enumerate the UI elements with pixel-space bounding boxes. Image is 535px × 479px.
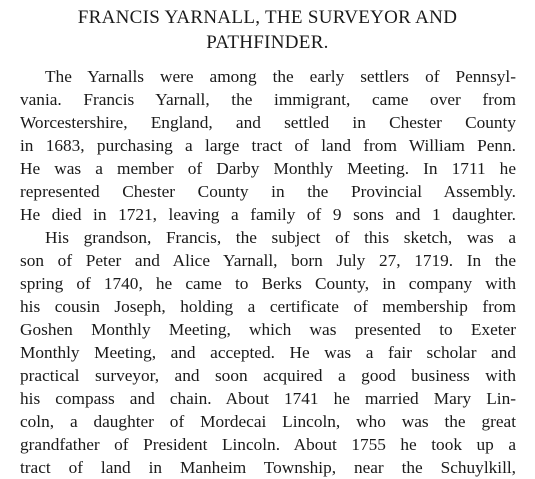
text-line: The Yarnalls were among the early settlers of Pennsyl- <box>45 67 516 86</box>
text-line: Monthly Meeting, and accepted. He was a fair scholar and <box>20 343 516 362</box>
chapter-title-line-1: FRANCIS YARNALL, THE SURVEYOR AND <box>77 7 458 28</box>
text-line: grandfather of President Lincoln. About 1755 he took up a <box>20 435 516 454</box>
text-line: Goshen Monthly Meeting, which was presented to Exeter <box>20 320 516 339</box>
text-line: in 1683, purchasing a large tract of land from William Penn. <box>20 136 516 155</box>
text-line: tract of land in Manheim Township, near the Schuylkill, <box>20 458 516 477</box>
text-line: spring of 1740, he came to Berks County, in company with <box>20 274 516 293</box>
text-line: He was a member of Darby Monthly Meeting. In 1711 he <box>20 159 516 178</box>
text-line: represented Chester County in the Provincial Assembly. <box>20 182 516 201</box>
text-line: vania. Francis Yarnall, the immigrant, came over from <box>20 90 516 109</box>
chapter-title-line-2: PATHFINDER. <box>206 32 329 53</box>
text-line: His grandson, Francis, the subject of this sketch, was a <box>45 228 516 247</box>
text-line: practical surveyor, and soon acquired a good business with <box>20 366 516 385</box>
text-line: He died in 1721, leaving a family of 9 sons and 1 daughter. <box>20 205 516 224</box>
text-line: his compass and chain. About 1741 he married Mary Lin- <box>20 389 516 408</box>
text-line: son of Peter and Alice Yarnall, born July 27, 1719. In the <box>20 251 516 270</box>
text-line: coln, a daughter of Mordecai Lincoln, who was the great <box>20 412 516 431</box>
text-line: Worcestershire, England, and settled in Chester County <box>20 113 516 132</box>
text-line: his cousin Joseph, holding a certificate of membership from <box>20 297 516 316</box>
